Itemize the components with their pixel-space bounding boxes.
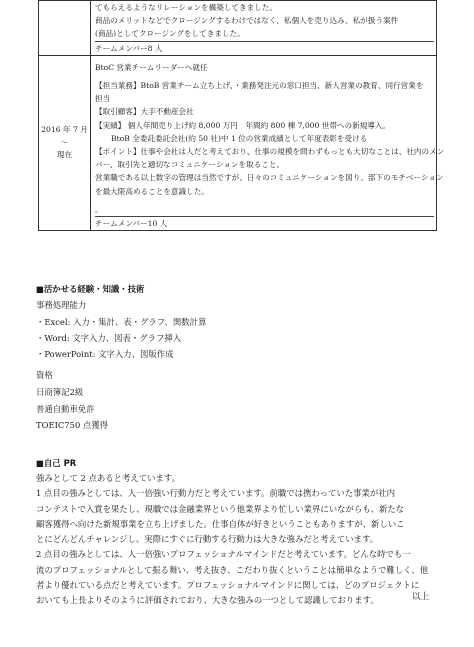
qualification-item: 普通自動車免許 <box>36 403 95 414</box>
description-line: 【取引顧客】大手不動産会社 <box>95 107 194 117</box>
description-line: 担当 <box>95 94 111 104</box>
description-line: てもらえるようなリレーションを構築してきました。 <box>95 3 277 12</box>
description-line: (商品)としてクロージングをしてきました。 <box>95 29 245 39</box>
description-line: バー、取引先と適切なコミュニケーションを取ること。 <box>95 160 285 170</box>
skills-line: ・Word: 文字入力、図表・グラフ挿入 <box>36 332 182 343</box>
description-line: を最大限高めることを意識した。 <box>95 186 209 196</box>
career-description <box>91 1 437 56</box>
description-line: 。 <box>95 204 103 214</box>
self-pr-line: 2 点目の強みとしては、人一倍強いプロフェッショナルマインドだと考えています。どんな時でも一 <box>36 549 411 560</box>
skills-line: ・Excel: 入力・集計、表・グラフ、関数計算 <box>36 316 207 327</box>
skills-section <box>36 281 440 362</box>
description-line: 【ポイント】仕事や会社は人だと考えており、仕事の規模を問わずもっとも大切なことは、社内のメン <box>95 147 445 157</box>
skills-heading: ■活かせる経験・知識・技術 <box>36 284 145 294</box>
self-pr-line: 1 点目の強みとしては、人一倍強い行動力だと考えています。前職では携わっていた事業が社内 <box>36 488 395 499</box>
self-pr-line: 顧客獲得へ向けた新規事業を立ち上げました。仕事自体が好きということもありますが、新しいこ <box>36 518 405 529</box>
qualifications-section <box>36 367 440 434</box>
career-description <box>91 55 445 230</box>
team-size: チームメンバー10 人 <box>95 216 434 230</box>
self-pr-line: とにどんどんチャレンジし、実際にすぐに行動する行動力は大きな強みだと考えています。 <box>36 534 379 545</box>
period-cell <box>39 55 91 230</box>
career-table <box>38 0 445 231</box>
description-line: 【担当業務】BtoB 営業チーム立ち上げ、・業務発注元の窓口担当、新人営業の教育、同行営業を <box>95 81 424 91</box>
description-line: 商品のメリットなどでクロージングするわけではなく、私個人を売り込み、私が扱う案件 <box>95 16 399 26</box>
skills-line: ・PowerPoint: 文字入力、図版作成 <box>36 349 174 360</box>
qualifications-heading: 資格 <box>36 370 53 380</box>
description-line: 【実績】 個人年間売り上げ約 8,000 万円 年間約 800 棟 7,000 世帯への新規導入。 <box>95 120 391 130</box>
self-pr-line: 流のプロフェッショナルとして振る舞い、考え抜き、こだわり抜くということは簡単なようで難しく、他 <box>36 564 429 575</box>
skills-line: 事務処理能力 <box>36 300 87 311</box>
self-pr-line: 者より優れている点だと考えています。プロフェッショナルマインドに関しては、どのプロジェクトに <box>36 580 420 591</box>
description-line: BtoC 営業チームリーダーへ就任 <box>95 62 208 72</box>
period-cell-empty <box>39 1 91 56</box>
team-size: チームメンバー8 人 <box>95 41 434 55</box>
self-pr-line: おいても上長よりそのように評価されており、大きな強みの一つとして認識しております。 <box>36 595 379 606</box>
self-pr-section <box>36 455 440 609</box>
self-pr-line: コンテストで入賞を果たし、現職では金融業界という他業界より忙しい業界にいながらも、新たな <box>36 503 405 514</box>
career-row-current <box>39 55 437 230</box>
period-separator: 〜 <box>60 137 69 147</box>
qualification-item: TOEIC750 点獲得 <box>36 420 109 431</box>
qualification-item: 日商簿記2級 <box>36 386 84 397</box>
self-pr-heading: ■自己 PR <box>36 458 77 468</box>
period-end: 現在 <box>56 150 73 160</box>
description-line: BtoB 全委託委託会社(約 50 社)中 1 位の営業成績として年度表彰を受ける <box>111 133 368 143</box>
self-pr-line: 強みとして 2 点あると考えています。 <box>36 473 180 483</box>
closing-mark: 以上 <box>412 592 430 602</box>
period-start: 2016 年 7 月 <box>41 125 88 135</box>
description-line: 営業職である以上数字の管理は当然ですが、日々のコミュニケーションを図り、部下のモチベーション <box>95 173 444 183</box>
career-row-previous <box>39 1 437 56</box>
